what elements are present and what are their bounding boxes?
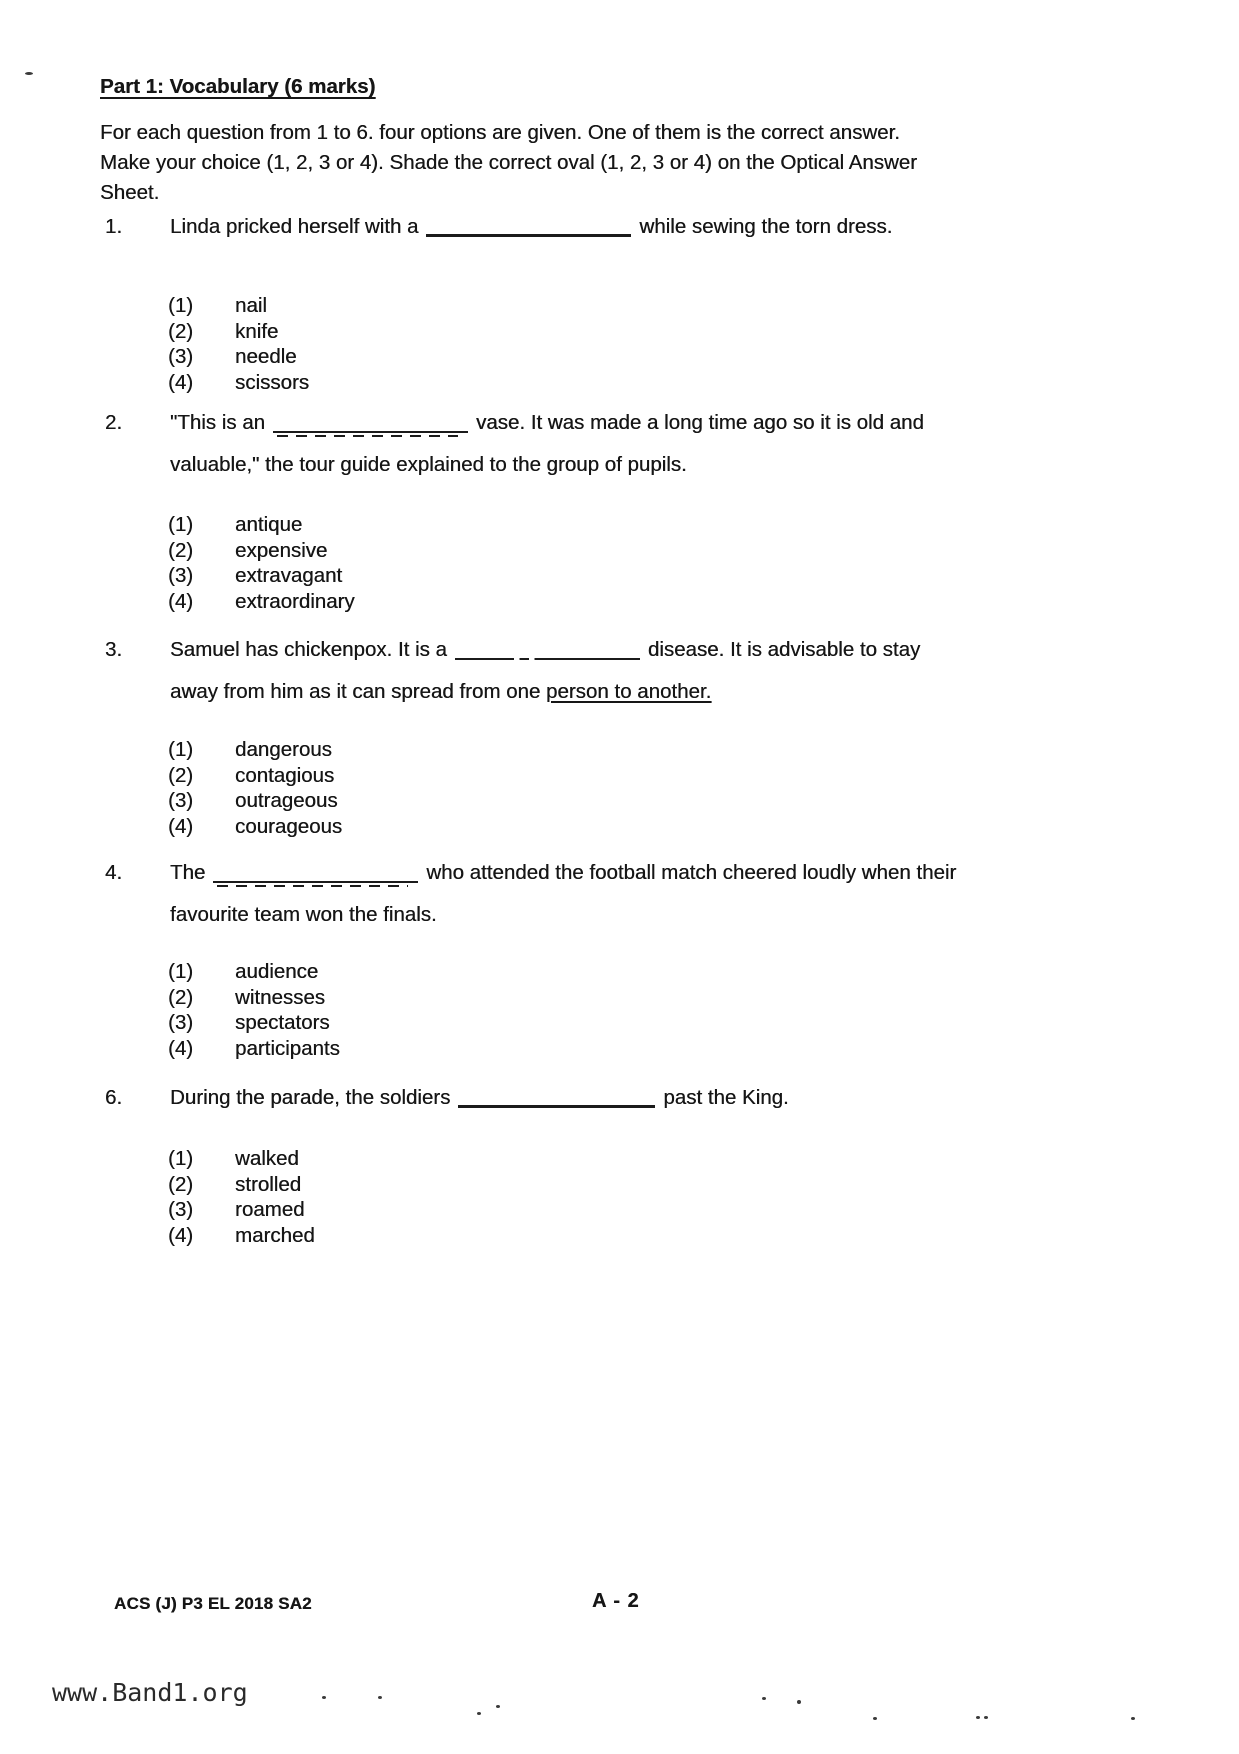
option-label: contagious [235, 763, 335, 787]
question-text-before-blank: Samuel has chickenpox. It is a [170, 638, 447, 661]
instruction-line: Make your choice (1, 2, 3 or 4). Shade the correct oval (1, 2, 3 or 4) on the Optical Answer [100, 151, 917, 174]
scan-speck [976, 1716, 980, 1719]
option-number: (2) [168, 1172, 194, 1196]
option-row [168, 1195, 315, 1221]
instructions [100, 118, 1000, 208]
question-second-line [170, 450, 687, 480]
part-title: Part 1: Vocabulary (6 marks) [100, 75, 376, 98]
option-label: roamed [235, 1198, 305, 1221]
option-label: witnesses [235, 985, 326, 1009]
option-number: (2) [168, 985, 194, 1009]
blank-line [426, 216, 631, 237]
option-label: outrageous [235, 789, 338, 812]
option-label: courageous [235, 814, 343, 838]
option-number: (4) [168, 1223, 194, 1247]
option-row [168, 510, 355, 536]
question-number: 3. [105, 638, 123, 661]
scan-speck [25, 72, 33, 75]
option-row [168, 812, 342, 838]
option-number: (1) [168, 1147, 194, 1170]
options-list [168, 957, 340, 1059]
question-line [170, 408, 924, 438]
second-line-text: favourite team won the finals. [170, 903, 437, 926]
scan-speck [762, 1697, 766, 1700]
question-number: 1. [105, 215, 123, 238]
option-row [168, 587, 355, 613]
question-line [170, 212, 892, 242]
watermark: www.Band1.org [52, 1678, 248, 1707]
option-row [168, 1170, 315, 1196]
scan-speck [797, 1700, 801, 1704]
option-label: antique [235, 513, 303, 536]
option-label: expensive [235, 538, 328, 562]
option-row [168, 291, 309, 317]
question-text-before-blank: "This is an [170, 411, 266, 434]
option-row [168, 536, 355, 562]
option-row [168, 983, 340, 1009]
paper-code: ACS (J) P3 EL 2018 SA2 [114, 1594, 312, 1613]
options-list [168, 1144, 315, 1246]
option-row [168, 1144, 315, 1170]
scan-speck [322, 1696, 326, 1699]
question-number: 6. [105, 1086, 123, 1109]
option-number: (4) [168, 814, 194, 838]
option-row [168, 1008, 340, 1034]
question-line [170, 635, 920, 665]
scan-speck [1131, 1717, 1135, 1720]
options-list [168, 291, 309, 393]
option-row [168, 786, 342, 812]
question-text-after-blank: who attended the football match cheered loudly when their [426, 861, 957, 884]
option-row [168, 317, 309, 343]
option-label: needle [235, 345, 297, 368]
question-line [170, 858, 956, 888]
option-row [168, 1034, 340, 1060]
option-label: scissors [235, 370, 310, 394]
option-row [168, 561, 355, 587]
option-label: audience [235, 960, 319, 983]
option-label: extravagant [235, 564, 343, 587]
question-text-after-blank: while sewing the torn dress. [639, 215, 893, 238]
question-text-after-blank: vase. It was made a long time ago so it is old and [476, 411, 924, 434]
second-line-underlined-text: person to another. [546, 680, 712, 703]
option-label: dangerous [235, 738, 332, 761]
option-row [168, 368, 309, 394]
instruction-line: For each question from 1 to 6. four options are given. One of them is the correct answer. [100, 121, 900, 144]
blank-line [273, 413, 468, 433]
option-label: nail [235, 294, 267, 317]
question-second-line [170, 677, 711, 707]
option-number: (4) [168, 370, 194, 394]
option-number: (1) [168, 960, 194, 983]
option-number: (3) [168, 789, 194, 812]
option-label: extraordinary [235, 589, 355, 613]
option-label: marched [235, 1223, 315, 1247]
question-text-after-blank: disease. It is advisable to stay [647, 638, 921, 661]
option-number: (4) [168, 589, 194, 613]
instruction-line: Sheet. [100, 181, 160, 204]
option-number: (3) [168, 1011, 194, 1034]
question-line [170, 1083, 789, 1113]
blank-line [458, 1087, 655, 1108]
blank-line [455, 642, 640, 660]
question-second-line [170, 900, 437, 930]
option-label: spectators [235, 1011, 330, 1034]
blank-line [213, 863, 418, 883]
option-row [168, 342, 309, 368]
option-row [168, 735, 342, 761]
second-line-text: valuable," the tour guide explained to the group of pupils. [170, 453, 687, 476]
question-text-before-blank: Linda pricked herself with a [170, 215, 419, 238]
option-label: strolled [235, 1172, 302, 1196]
options-list [168, 735, 342, 837]
scan-speck [984, 1716, 988, 1719]
scan-speck [496, 1705, 500, 1708]
question-text-before-blank: The [170, 861, 206, 884]
option-row [168, 957, 340, 983]
option-number: (2) [168, 763, 194, 787]
question-number: 4. [105, 861, 123, 884]
option-number: (1) [168, 294, 194, 317]
question-text-before-blank: During the parade, the soldiers [170, 1086, 451, 1109]
scan-speck [873, 1717, 877, 1720]
options-list [168, 510, 355, 612]
option-row [168, 761, 342, 787]
question-text-after-blank: past the King. [663, 1086, 789, 1109]
option-label: walked [235, 1147, 299, 1170]
option-number: (2) [168, 538, 194, 562]
option-label: knife [235, 319, 279, 343]
scan-speck [378, 1696, 382, 1699]
option-number: (2) [168, 319, 194, 343]
option-number: (4) [168, 1036, 194, 1060]
option-row [168, 1221, 315, 1247]
option-number: (3) [168, 1198, 194, 1221]
option-number: (3) [168, 564, 194, 587]
scan-speck [477, 1712, 481, 1715]
second-line-text: away from him as it can spread from one [170, 680, 546, 703]
option-number: (3) [168, 345, 194, 368]
option-number: (1) [168, 738, 194, 761]
option-number: (1) [168, 513, 194, 536]
page-number: A - 2 [592, 1590, 640, 1612]
option-label: participants [235, 1036, 340, 1060]
question-number: 2. [105, 411, 123, 434]
